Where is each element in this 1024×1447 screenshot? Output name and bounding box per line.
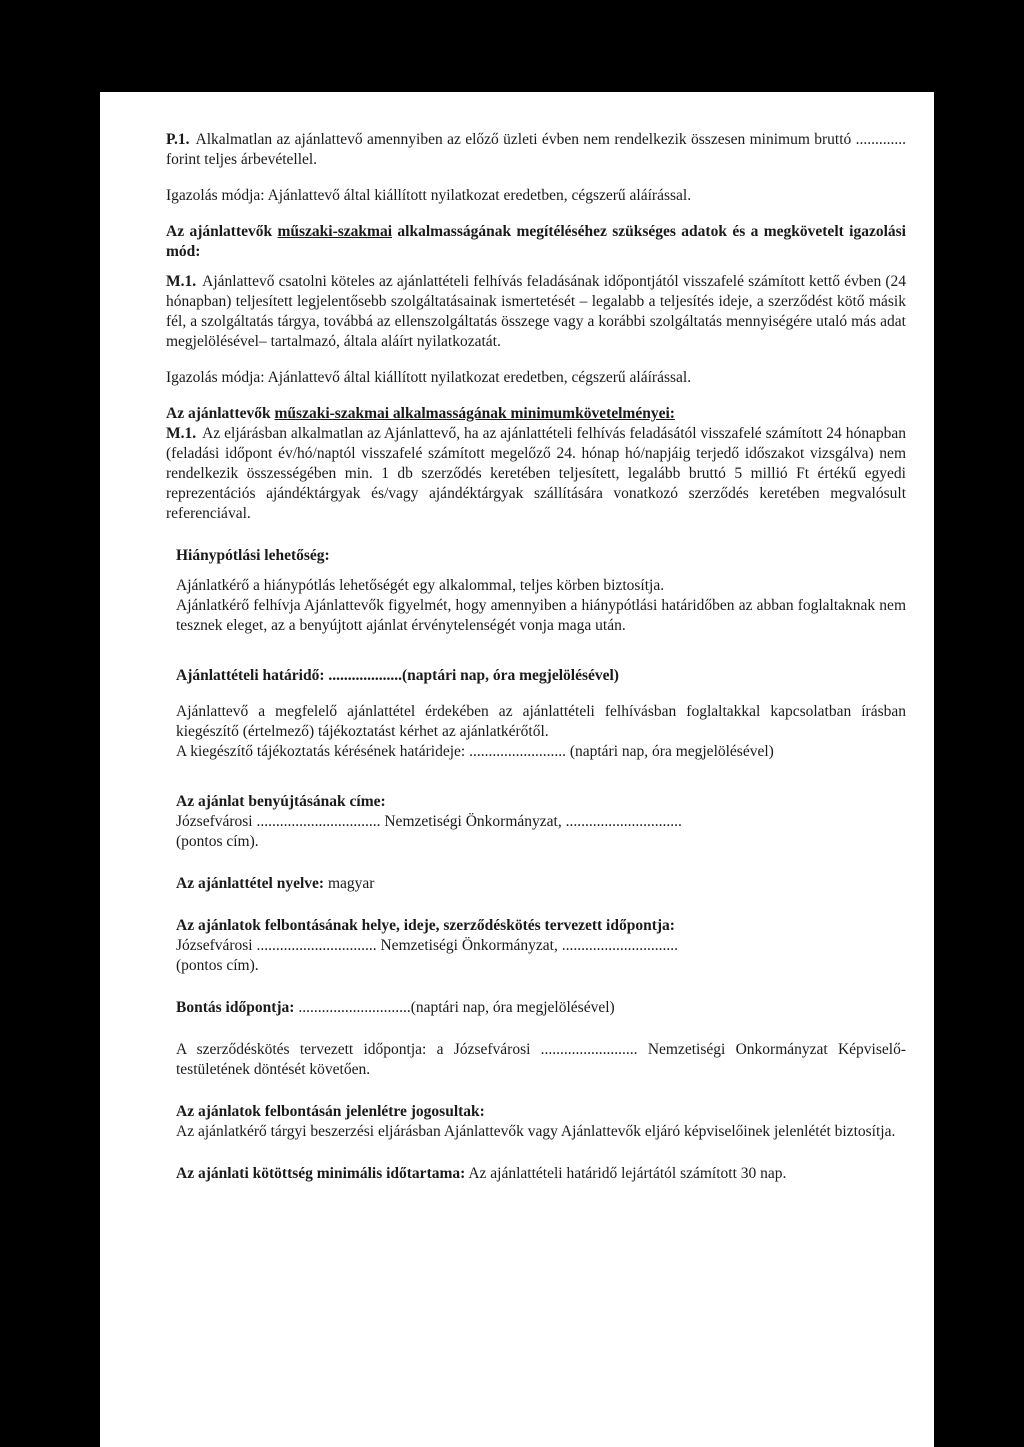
language-line [166,874,906,894]
hiany-section [166,546,906,636]
deadline-para2: A kiegészítő tájékoztatás kérésének határideje: ......................... (naptári nap, óra megjelölésével) [176,743,774,760]
min-heading-underlined: műszaki-szakmai alkalmasságának minimumkövetelményei: [274,405,675,422]
m1-min-text: Az eljárásban alkalmatlan az Ajánlattevő, ha az ajánlattételi felhívás feladásától visszafelé számított 24 hónapban (feladási időpont év/hó/naptól visszafelé számított megelőző 24. hónap hó/napjáig terjedő időszakot vizsgálva) nem rendelkezik összességében min. 1 db szerződés keretében teljesített, legalább bruttó 5 millió Ft értékű egyedi reprezentációs ajándéktárgyak és/vagy ajándéktárgyak szállítására vonatkozó szerződés keretében megvalósult referenciával. [166,425,906,522]
opening-place-line: Józsefvárosi ............................... Nemzetiségi Önkormányzat, .............................. [176,937,678,954]
opening-time-value: .............................(naptári nap, óra megjelölésével) [298,999,615,1016]
hiany-heading: Hiánypótlási lehetőség: [176,547,330,564]
deadline-label: Ajánlattételi határidő: [176,667,325,684]
m1-min-label: M.1. [166,425,197,442]
tech-heading-underlined: műszaki-szakmai [277,223,393,240]
deadline-value: ...................(naptári nap, óra megjelölésével) [328,667,619,684]
tech-heading-after: alkalmasságának megítéléséhez szükséges adatok és a megkövetelt igazolási mód: [166,223,906,260]
binding-paragraph [166,1164,906,1184]
attendees-heading: Az ajánlatok felbontásán jelenlétre jogosultak: [176,1103,485,1120]
p1-text: Alkalmatlan az ajánlattevő amennyiben az előző üzleti évben nem rendelkezik összesen minimum bruttó ............. forint teljes árbevétellel. [166,131,906,168]
opening-place-note: (pontos cím). [176,957,259,974]
attendees-section [166,1102,906,1142]
opening-time-line [166,998,906,1018]
language-label: Az ajánlattétel nyelve: [176,875,325,892]
m1-requirement [166,272,906,352]
p1-label: P.1. [166,131,190,148]
opening-place-heading: Az ajánlatok felbontásának helye, ideje, szerződéskötés tervezett időpontja: [176,917,675,934]
deadline-section [166,666,906,762]
document-content [166,130,906,1184]
m1-minimum [166,424,906,524]
contract-paragraph: A szerződéskötés tervezett időpontja: a Józsefvárosi ......................... Nemzetiségi Onkormányzat Képviselő-testületének döntését követően. [176,1041,906,1078]
min-heading [166,404,906,424]
address-note: (pontos cím). [176,833,259,850]
p1-proof: Igazolás módja: Ajánlattevő által kiállított nyilatkozat eredetben, cégszerű aláírással. [166,187,692,204]
deadline-line [166,666,906,686]
m1-req-text: Ajánlattevő csatolni köteles az ajánlattételi felhívás feladásának időpontjától visszafelé számított kettő évben (24 hónapban) teljesített legjelentősebb szolgáltatásainak ismertetését – legalabb a teljesítés ideje, a szerződést kötő másik fél, a szolgáltatás tárgya, továbbá az ellenszolgáltatás összege vagy a korábbi szolgáltatás mennyiségére utaló más adat megjelölésével– tartalmazó, általa aláírt nyilatkozatát. [166,273,906,350]
binding-text: Az ajánlattételi határidő lejártától számított 30 nap. [468,1165,787,1182]
tech-heading-before: Az ajánlattevők [166,223,273,240]
opening-time-label: Bontás időpontja: [176,999,295,1016]
opening-place-section [166,916,906,976]
document-page [100,92,934,1447]
binding-label: Az ajánlati kötöttség minimális időtartama: [176,1165,466,1182]
language-value: magyar [327,875,375,892]
address-section [166,792,906,852]
hiany-line1: Ajánlatkérő a hiánypótlás lehetőségét egy alkalommal, teljes körben biztosítja. [176,577,665,594]
m1-req-label: M.1. [166,273,197,290]
attendees-text: Az ajánlatkérő tárgyi beszerzési eljárásban Ajánlattevők vagy Ajánlattevők eljáró képviselőinek jelenlétét biztosítja. [176,1123,896,1140]
m1-proof: Igazolás módja: Ajánlattevő által kiállított nyilatkozat eredetben, cégszerű aláírással. [166,369,692,386]
tech-heading [166,222,906,262]
p1-paragraph [166,130,906,170]
min-heading-before: Az ajánlattevők [166,405,271,422]
hiany-line2: Ajánlatkérő felhívja Ajánlattevők figyelmét, hogy amennyiben a hiánypótlási határidőben az abban foglaltaknak nem tesznek eleget, az a benyújtott ajánlat érvénytelenségét vonja maga után. [176,597,906,634]
address-line: Józsefvárosi ................................ Nemzetiségi Önkormányzat, .............................. [176,813,682,830]
deadline-para1: Ajánlattevő a megfelelő ajánlattétel érdekében az ajánlattételi felhívásban foglaltakkal kapcsolatban írásban kiegészítő (értelmező) tájékoztatást kérhet az ajánlatkérőtől. [176,703,906,740]
address-heading: Az ajánlat benyújtásának címe: [176,793,386,810]
